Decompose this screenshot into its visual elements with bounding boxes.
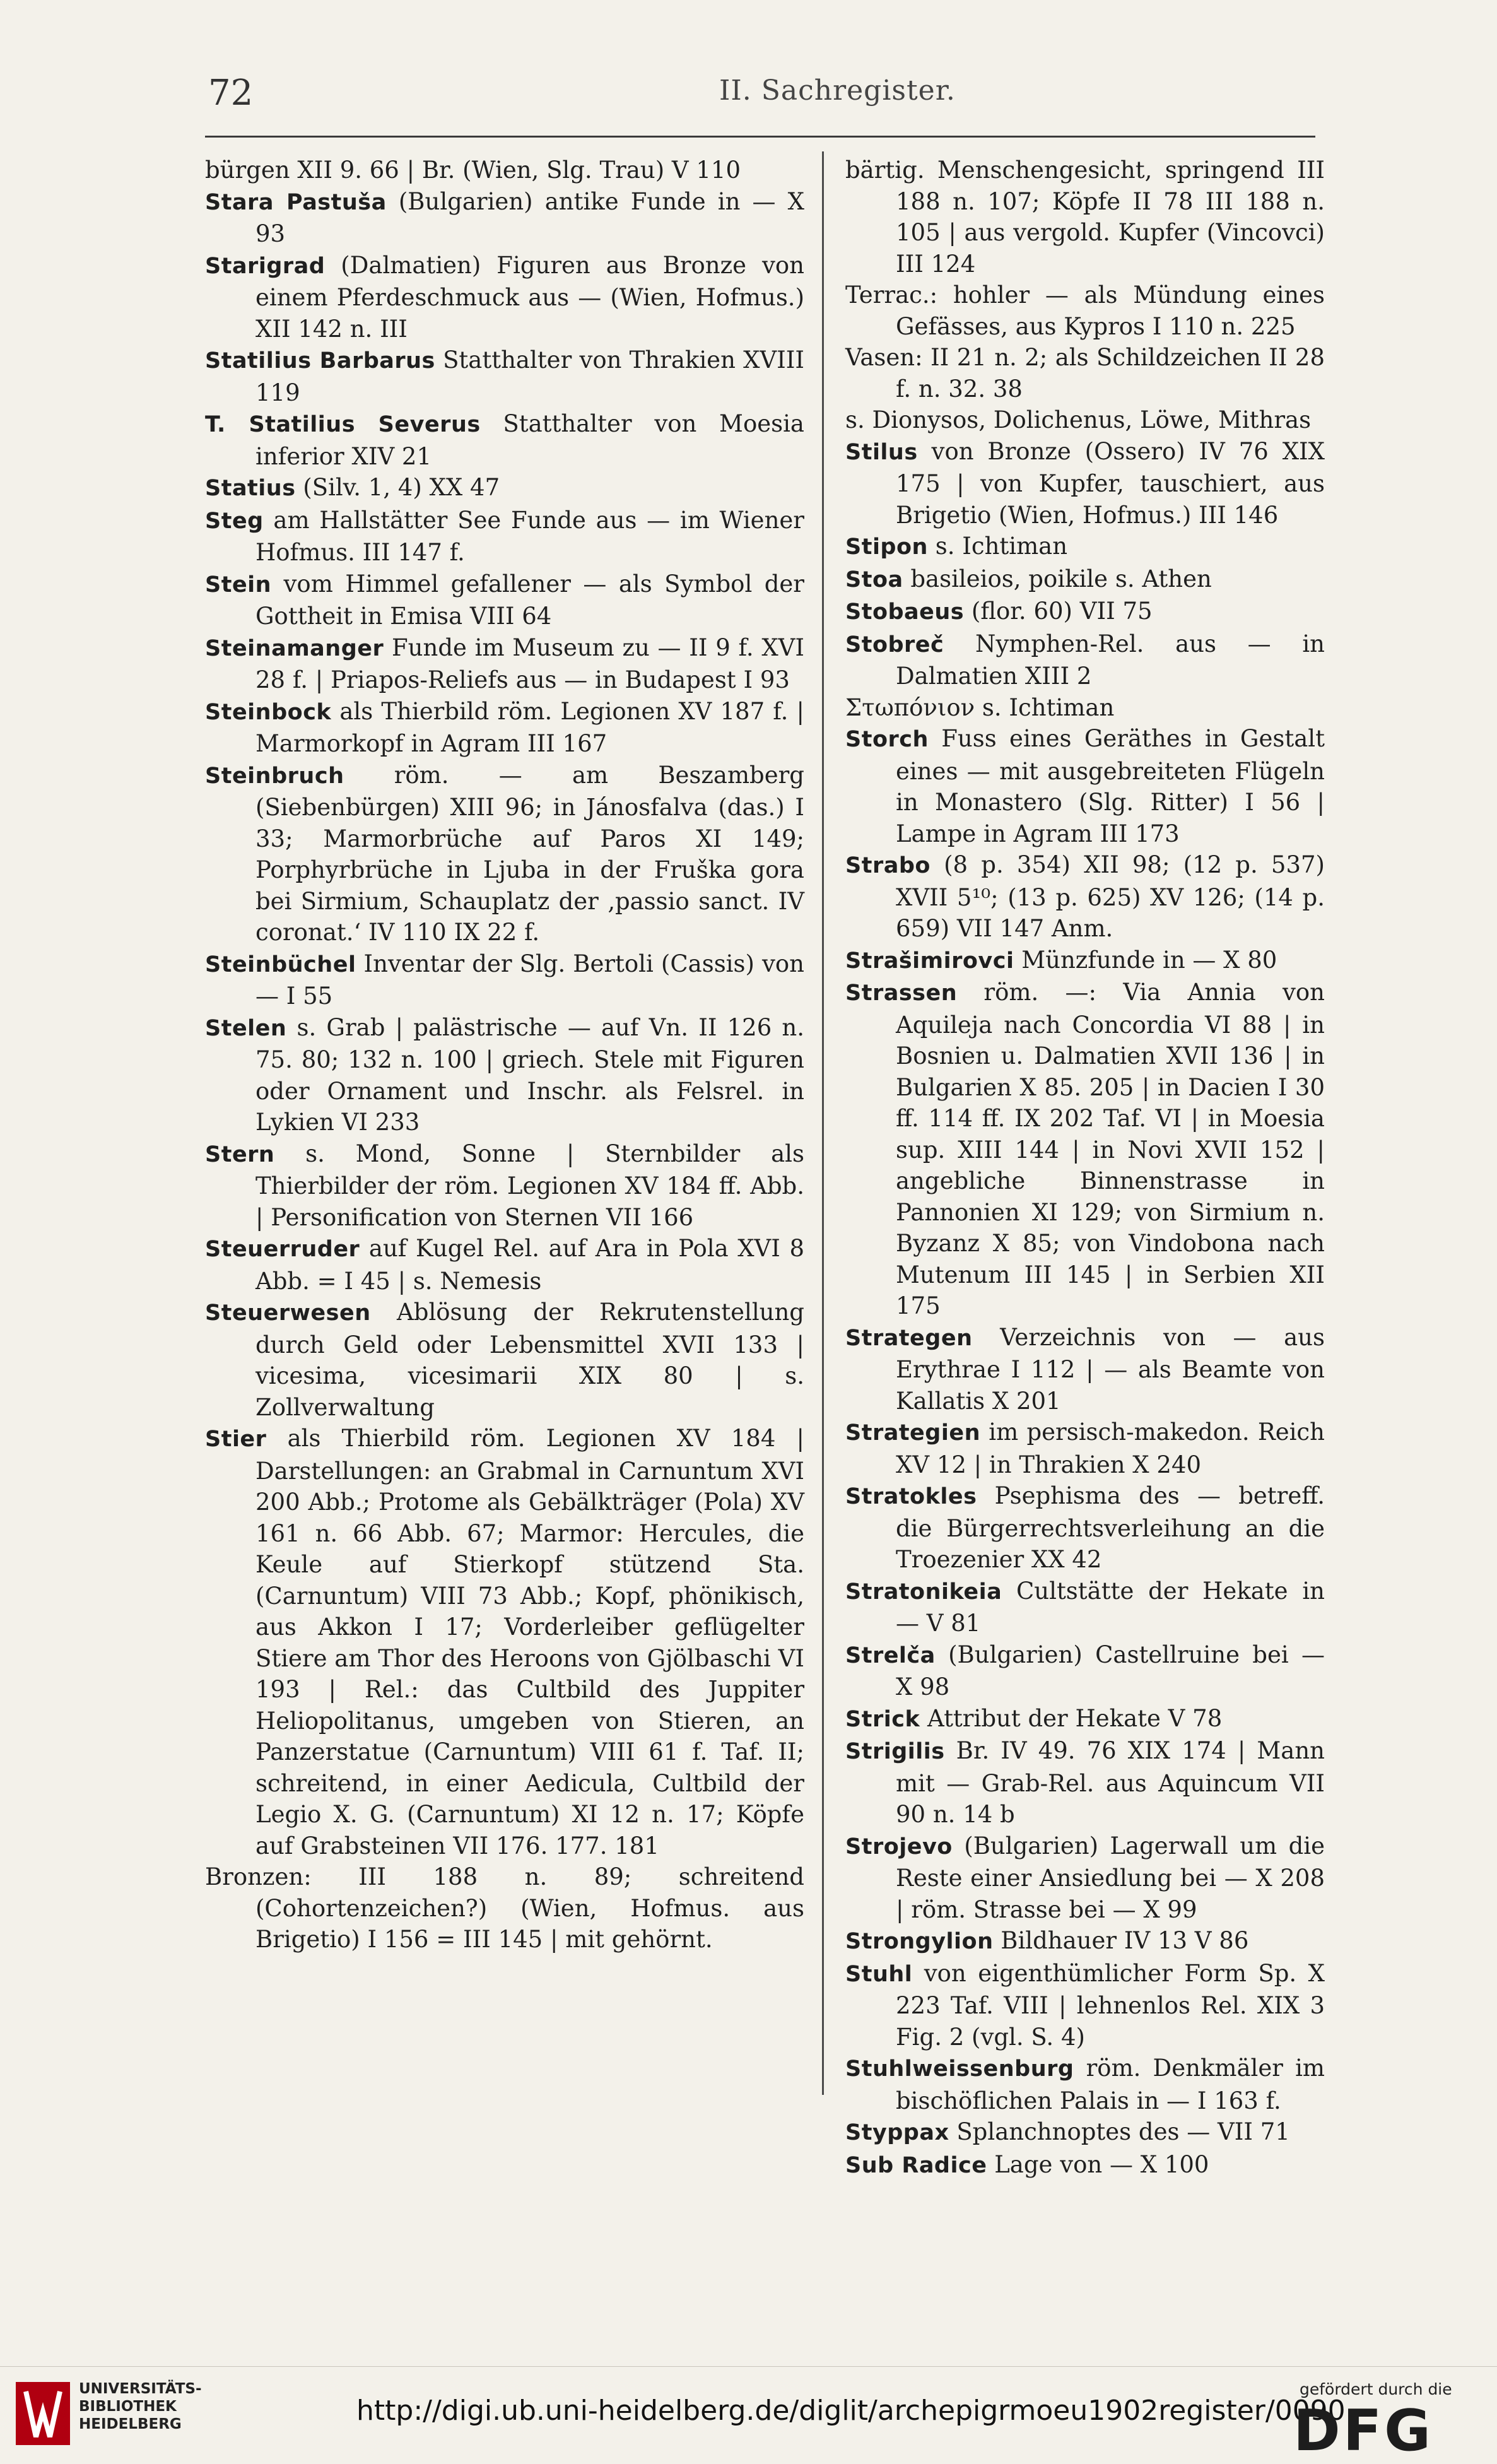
index-entry — [845, 1480, 1325, 1576]
entry-headword: Stoa — [845, 567, 903, 592]
entry-text: Splanchnoptes des — VII 71 — [949, 2118, 1290, 2145]
funding-label: gefördert durch die — [1300, 2380, 1452, 2398]
index-entry — [845, 2116, 1325, 2149]
index-entry — [845, 596, 1325, 628]
entry-text: als Thierbild röm. Legionen XV 184 | Darstellungen: an Grabmal in Carnuntum XVI 200 Abb.; Protome als Gebälkträger (Pola) XV 161 n. 66 Abb. 67; Marmor: Hercules, die Keule auf Stierkopf stützend Sta. (Carnuntum) VIII 73 Abb.; Kopf, phönikisch, aus Akkon I 17; Vorderleiber geflügelter Stiere am Thor des Heroons von Gjölbaschi VI 193 | Rel.: das Cultbild des Juppiter Heliopolitanus, umgeben von Stieren, an Panzerstatue (Carnuntum) VIII 61 f. Taf. II; schreitend, in einer Aedicula, Cultbild der Legio X. G. (Carnuntum) XI 12 n. 17; Köpfe auf Grabsteinen VII 176. 177. 181 — [255, 1425, 804, 1860]
entry-headword: Sub Radice — [845, 2152, 987, 2178]
index-entry — [205, 186, 804, 250]
source-url-link[interactable]: http://digi.ub.uni-heidelberg.de/diglit/archepigrmoeu1902register/0090 — [356, 2395, 1346, 2427]
entry-headword: Stratonikeia — [845, 1579, 1002, 1605]
index-entry — [845, 2053, 1325, 2116]
entry-text: Inventar der Slg. Bertoli (Cassis) von — I 55 — [255, 950, 804, 1010]
entry-headword: Strongylion — [845, 1929, 994, 1954]
entry-headword: Stipon — [845, 534, 928, 560]
index-entry — [205, 1233, 804, 1297]
left-column — [205, 155, 804, 1955]
index-entry — [845, 723, 1325, 849]
index-entry — [845, 404, 1325, 436]
index-entry — [845, 563, 1325, 596]
entry-headword: Strojevo — [845, 1834, 953, 1860]
entry-text: s. Grab | palästrische — auf Vn. II 126 n. 75. 80; 132 n. 100 | griech. Stele mit Figuren oder Ornament und Inschr. als Felsrel. in Lykien VI 233 — [255, 1013, 804, 1136]
entry-headword: Steinbruch — [205, 763, 344, 789]
running-title: II. Sachregister. — [719, 74, 956, 107]
entry-text: s. Ichtiman — [927, 533, 1068, 560]
index-entry — [205, 948, 804, 1012]
entry-headword: Styppax — [845, 2120, 949, 2145]
entry-headword: Starigrad — [205, 253, 326, 279]
index-entry — [845, 280, 1325, 342]
entry-headword: Stobaeus — [845, 599, 965, 625]
entry-headword: Statilius Barbarus — [205, 348, 435, 374]
entry-headword: Stein — [205, 572, 272, 598]
entry-text: (Dalmatien) Figuren aus Bronze von einem Pferdeschmuck aus — (Wien, Hofmus.) XII 142 n. III — [255, 251, 804, 343]
index-entry — [205, 696, 804, 760]
entry-text: Lage von — X 100 — [987, 2150, 1209, 2178]
entry-headword: Statius — [205, 476, 296, 501]
entry-headword: Strassen — [845, 981, 958, 1006]
entry-text: von Bronze (Ossero) IV 76 XIX 175 | von Kupfer, tauschiert, aus Brigetio (Wien, Hofmus.) III 146 — [896, 437, 1325, 529]
index-entry — [845, 692, 1325, 724]
entry-text: s. Dionysos, Dolichenus, Löwe, Mithras — [845, 406, 1312, 433]
index-entry — [845, 342, 1325, 404]
entry-text: Terrac.: hohler — als Mündung eines Gefässes, aus Kypros I 110 n. 225 — [845, 281, 1325, 340]
entry-text: röm. —: Via Annia von Aquileja nach Concordia VI 88 | in Bosnien u. Dalmatien XVII 136 | in Bulgarien X 85. 205 | in Dacien I 30 ff. 114 ff. IX 202 Taf. VI | in Moesia sup. XIII 144 | in Novi XVII 152 | angebliche Binnenstrasse in Pannonien XI 129; von Sirmium n. Byzanz X 85; von Vindobona nach Mutenum III 145 | in Serbien XII 175 — [896, 979, 1325, 1319]
entry-text: Statthalter von Moesia inferior XIV 21 — [255, 410, 804, 470]
entry-headword: Storch — [845, 727, 929, 752]
entry-text: am Hallstätter See Funde aus — im Wiener Hofmus. III 147 f. — [255, 506, 804, 566]
index-entry — [205, 505, 804, 569]
index-entry — [845, 977, 1325, 1322]
entry-headword: Steinbüchel — [205, 952, 356, 977]
index-entry — [205, 1012, 804, 1138]
index-entry — [205, 408, 804, 472]
entry-text: s. Mond, Sonne | Sternbilder als Thierbilder der röm. Legionen XV 184 ff. Abb. | Personification von Sternen VII 166 — [255, 1140, 804, 1231]
entry-text: bürgen XII 9. 66 | Br. (Wien, Slg. Trau) V 110 — [205, 156, 741, 184]
entry-text: Nymphen-Rel. aus — in Dalmatien XIII 2 — [896, 630, 1325, 690]
entry-text: Fuss eines Geräthes in Gestalt eines — mit ausgebreiteten Flügeln in Monastero (Slg. Ritter) I 56 | Lampe in Agram III 173 — [896, 725, 1325, 847]
entry-headword: Stier — [205, 1427, 267, 1452]
entry-headword: Stilus — [845, 439, 918, 465]
library-name-line-3: HEIDELBERG — [79, 2416, 182, 2432]
index-entry — [205, 345, 804, 408]
entry-headword: Strašimirovci — [845, 948, 1014, 974]
entry-text: (flor. 60) VII 75 — [964, 598, 1153, 625]
index-entry — [845, 945, 1325, 977]
index-entry — [205, 632, 804, 696]
page-number: 72 — [208, 73, 254, 114]
entry-headword: Steuerruder — [205, 1237, 360, 1262]
entry-headword: Stern — [205, 1141, 275, 1167]
entry-text: (8 p. 354) XII 98; (12 p. 537) XVII 5¹⁰; (13 p. 625) XV 126; (14 p. 659) VII 147 Anm. — [896, 851, 1325, 942]
entry-text: (Bulgarien) Lagerwall um die Reste einer Ansiedlung bei — X 208 | röm. Strasse bei — X 99 — [896, 1832, 1325, 1923]
index-entry — [205, 760, 804, 948]
index-entry — [845, 849, 1325, 945]
entry-headword: Stuhl — [845, 1961, 913, 1987]
index-entry — [845, 1958, 1325, 2053]
entry-text: Funde im Museum zu — II 9 f. XVI 28 f. | Priapos-Reliefs aus — in Budapest I 93 — [255, 634, 804, 693]
entry-headword: Stratokles — [845, 1484, 977, 1509]
library-name-line-2: BIBLIOTHEK — [79, 2398, 177, 2415]
library-name — [79, 2380, 202, 2433]
footer-rule — [0, 2366, 1497, 2367]
index-entry — [205, 155, 804, 186]
entry-text: Ablösung der Rekrutenstellung durch Geld oder Lebensmittel XVII 133 | vicesima, vicesimarii XIX 80 | s. Zollverwaltung — [255, 1299, 804, 1421]
entry-text: (Silv. 1, 4) XX 47 — [295, 474, 500, 501]
entry-text: (Bulgarien) Castellruine bei — X 98 — [896, 1641, 1325, 1701]
index-entry — [845, 155, 1325, 280]
entry-text: im persisch-makedon. Reich XV 12 | in Thrakien X 240 — [896, 1418, 1325, 1478]
entry-text: basileios, poikile s. Athen — [903, 565, 1212, 592]
entry-text: Verzeichnis von — aus Erythrae I 112 | — als Beamte von Kallatis X 201 — [896, 1323, 1325, 1415]
entry-headword: Steuerwesen — [205, 1300, 371, 1326]
index-entry — [845, 1925, 1325, 1958]
entry-text: Attribut der Hekate V 78 — [920, 1704, 1223, 1732]
entry-text: röm. — am Beszamberg (Siebenbürgen) XIII 96; in Jánosfalva (das.) I 33; Marmorbrüche auf Paros XI 149; Porphyrbrüche in Ljuba in der Fruška gora bei Sirmium, Schauplatz der ‚passio sanct. IV coronat.‘ IV 110 IX 22 f. — [255, 761, 804, 946]
entry-text: Psephisma des — betreff. die Bürgerrechtsverleihung an die Troezenier XX 42 — [896, 1482, 1325, 1573]
entry-text: vom Himmel gefallener — als Symbol der Gottheit in Emisa VIII 64 — [255, 570, 804, 630]
entry-headword: T. Statilius Severus — [205, 412, 481, 437]
entry-text: von eigenthümlicher Form Sp. X 223 Taf. VIII | lehnenlos Rel. XIX 3 Fig. 2 (vgl. S. 4) — [896, 1959, 1325, 2051]
entry-text: auf Kugel Rel. auf Ara in Pola XVI 8 Abb. = I 45 | s. Nemesis — [255, 1235, 804, 1295]
index-entry — [205, 250, 804, 345]
entry-text: bärtig. Menschengesicht, springend III 188 n. 107; Köpfe II 78 III 188 n. 105 | aus vergold. Kupfer (Vincovci) III 124 — [845, 156, 1325, 278]
entry-text: Στωπόνιον s. Ichtiman — [845, 693, 1115, 721]
entry-text: als Thierbild röm. Legionen XV 187 f. | Marmorkopf in Agram III 167 — [255, 697, 804, 757]
index-entry — [845, 1703, 1325, 1736]
entry-text: röm. Denkmäler im bischöflichen Palais in — I 163 f. — [896, 2054, 1325, 2114]
entry-headword: Steinamanger — [205, 635, 384, 661]
entry-text: Statthalter von Thrakien XVIII 119 — [255, 346, 804, 406]
entry-headword: Steg — [205, 508, 264, 534]
entry-text: Bronzen: III 188 n. 89; schreitend (Cohortenzeichen?) (Wien, Hofmus. aus Brigetio) I 156 = III 145 | mit gehörnt. — [205, 1863, 804, 1953]
index-entry — [845, 1417, 1325, 1480]
entry-text: Br. IV 49. 76 XIX 174 | Mann mit — Grab-Rel. aus Aquincum VII 90 n. 14 b — [896, 1737, 1325, 1828]
index-entry — [205, 472, 804, 505]
entry-text: Cultstätte der Hekate in — V 81 — [896, 1577, 1325, 1637]
entry-headword: Steinbock — [205, 699, 332, 725]
index-entry — [205, 1423, 804, 1861]
entry-text: Münzfunde in — X 80 — [1014, 946, 1277, 974]
entry-headword: Strick — [845, 1706, 920, 1732]
index-entry — [845, 2149, 1325, 2182]
entry-headword: Strategen — [845, 1325, 973, 1351]
index-entry — [205, 1297, 804, 1423]
entry-headword: Stelen — [205, 1015, 287, 1041]
entry-text: (Bulgarien) antike Funde in — X 93 — [255, 187, 804, 247]
index-entry — [845, 628, 1325, 692]
entry-headword: Strelča — [845, 1642, 936, 1668]
library-name-line-1: UNIVERSITÄTS- — [79, 2381, 202, 2397]
header-rule — [205, 136, 1315, 138]
entry-text: Vasen: II 21 n. 2; als Schildzeichen II 28 f. n. 32. 38 — [845, 344, 1325, 403]
entry-headword: Stuhlweissenburg — [845, 2056, 1074, 2082]
entry-headword: Strigilis — [845, 1739, 945, 1764]
index-entry — [845, 531, 1325, 563]
entry-text: Bildhauer IV 13 V 86 — [993, 1927, 1249, 1954]
entry-headword: Strategien — [845, 1420, 980, 1446]
index-entry — [845, 1639, 1325, 1703]
index-entry — [845, 1735, 1325, 1830]
index-entry — [845, 1576, 1325, 1639]
index-entry — [205, 1138, 804, 1234]
right-column — [845, 155, 1325, 2181]
column-separator — [822, 151, 824, 2095]
index-entry — [845, 1322, 1325, 1417]
index-entry — [845, 1830, 1325, 1926]
entry-headword: Stobreč — [845, 632, 944, 657]
index-entry — [205, 1861, 804, 1955]
index-entry — [845, 436, 1325, 531]
entry-headword: Stara Pastuša — [205, 189, 387, 215]
entry-headword: Strabo — [845, 853, 930, 878]
dfg-logo: DFG — [1293, 2398, 1434, 2464]
index-entry — [205, 569, 804, 632]
